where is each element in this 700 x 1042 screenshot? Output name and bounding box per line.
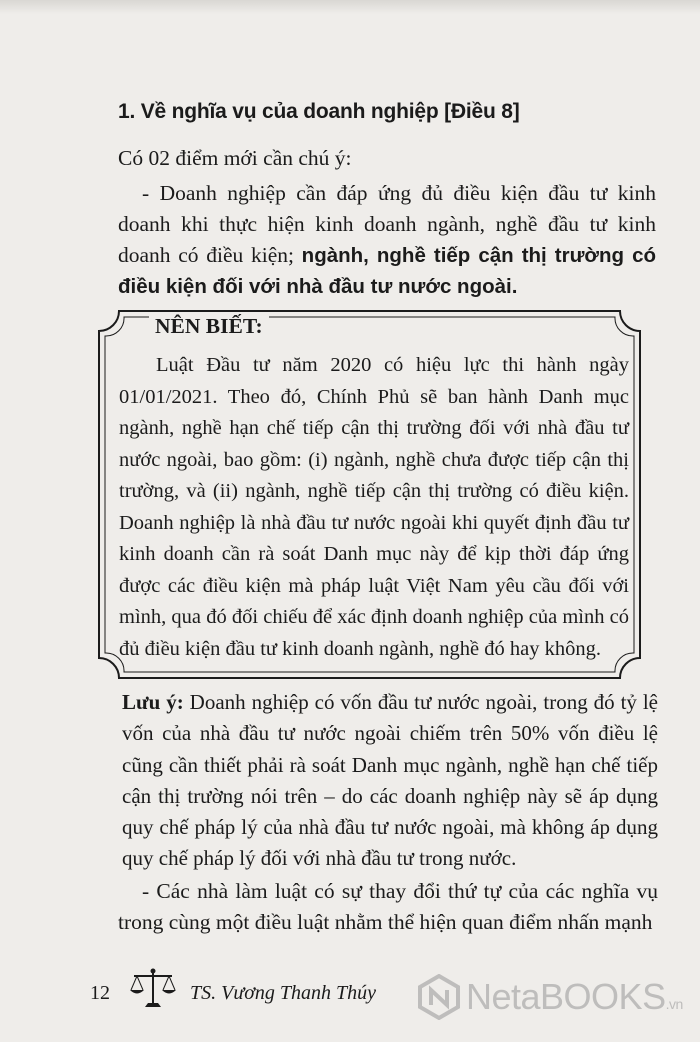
watermark-brand: NetaBOOKS <box>466 976 666 1017</box>
note-label: Lưu ý: <box>122 690 184 714</box>
netabooks-logo-icon <box>418 974 460 1029</box>
section-heading: 1. Về nghĩa vụ của doanh nghiệp [Điều 8] <box>118 100 520 123</box>
intro-paragraph: Có 02 điểm mới cần chú ý: <box>118 146 352 170</box>
paragraph-obligations-normal: - Doanh nghiệp cần đáp ứng đủ điều kiện đầu tư kinh doanh khi thực hiện kinh doanh ngành, nghề đầu tư kinh doanh có điều kiện; <box>118 181 656 267</box>
paragraph-order-change: - Các nhà làm luật có sự thay đổi thứ tự của các nghĩa vụ trong cùng một điều luật nhằm thể hiện quan điểm nhấn mạnh <box>118 879 658 934</box>
page-top-edge <box>0 0 700 14</box>
paragraph-obligations-bold: ngành, nghề tiếp cận thị trường có điều kiện đối với nhà đầu tư nước ngoài. <box>118 244 656 298</box>
author-name: TS. Vương Thanh Thúy <box>190 982 377 1004</box>
watermark-suffix: .vn <box>665 996 683 1012</box>
paragraph-obligations <box>118 178 656 302</box>
note-text: Doanh nghiệp có vốn đầu tư nước ngoài, trong đó tỷ lệ vốn của nhà đầu tư nước ngoài chiếm trên 50% vốn điều lệ cũng cần thiết phải rà soát Danh mục ngành, nghề hạn chế tiếp cận thị trường nói trên – do các doanh nghiệp này sẽ áp dụng quy chế pháp lý của nhà đầu tư nước ngoài, mà không áp dụng quy chế pháp lý đối với nhà đầu tư trong nước. <box>122 690 658 871</box>
note-body: Luật Đầu tư năm 2020 có hiệu lực thi hành ngày 01/01/2021. Theo đó, Chính Phủ sẽ ban hành Danh mục ngành, nghề hạn chế tiếp cận thị trường đối với nhà đầu tư nước ngoài, bao gồm: (i) ngành, nghề chưa được tiếp cận thị trường, và (ii) ngành, nghề tiếp cận thị trường có điều kiện. Doanh nghiệp là nhà đầu tư nước ngoài khi quyết định đầu tư kinh doanh cần rà soát Danh mục này để kịp thời đáp ứng được các điều kiện mà pháp luật Việt Nam yêu cầu đối với mình, qua đó đối chiếu để xác định doanh nghiệp của mình có đủ điều kiện đầu tư kinh doanh ngành, nghề đó hay không. <box>119 354 629 660</box>
note-paragraph <box>122 687 658 875</box>
scales-of-justice-icon <box>128 966 178 1017</box>
page-number: 12 <box>90 982 110 1004</box>
note-title: NÊN BIẾT: <box>149 314 269 339</box>
